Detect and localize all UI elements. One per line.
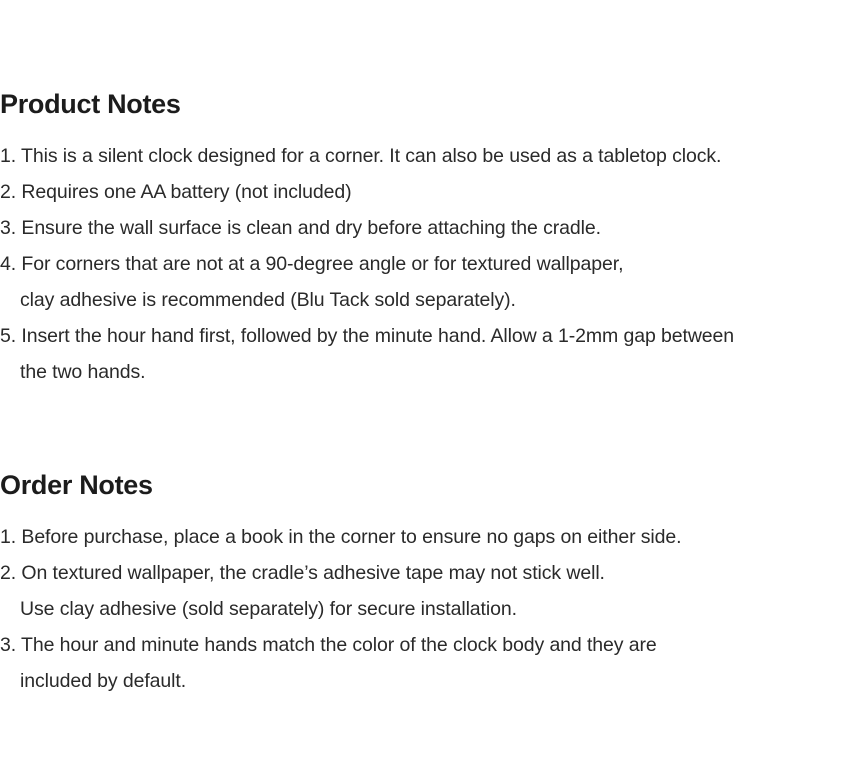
product-notes-section xyxy=(0,87,850,390)
list-item xyxy=(0,138,850,174)
list-item xyxy=(0,555,850,627)
item-number: 1. xyxy=(0,145,17,167)
item-number: 1. xyxy=(0,526,17,548)
item-number: 3. xyxy=(0,217,17,239)
item-text-continued: clay adhesive is recommended (Blu Tack sold separately). xyxy=(20,289,516,311)
list-item xyxy=(0,318,850,390)
item-text-continued: Use clay adhesive (sold separately) for secure installation. xyxy=(20,598,517,620)
item-text: For corners that are not at a 90-degree angle or for textured wallpaper, xyxy=(21,253,624,275)
item-number: 2. xyxy=(0,181,17,203)
list-item xyxy=(0,174,850,210)
order-notes-heading: Order Notes xyxy=(0,470,153,500)
list-item xyxy=(0,519,850,555)
item-text: On textured wallpaper, the cradle’s adhesive tape may not stick well. xyxy=(21,562,605,584)
item-text: Requires one AA battery (not included) xyxy=(21,181,352,203)
item-number: 4. xyxy=(0,253,17,275)
item-number: 2. xyxy=(0,562,17,584)
product-notes-heading: Product Notes xyxy=(0,89,181,119)
item-text: Before purchase, place a book in the corner to ensure no gaps on either side. xyxy=(21,526,682,548)
product-notes-list xyxy=(0,138,850,390)
item-text: This is a silent clock designed for a corner. It can also be used as a tabletop clock. xyxy=(21,145,722,167)
item-text: Insert the hour hand first, followed by the minute hand. Allow a 1-2mm gap between xyxy=(21,325,735,347)
item-text-continued: the two hands. xyxy=(20,361,146,383)
list-item xyxy=(0,246,850,318)
order-notes-list xyxy=(0,519,850,699)
item-number: 3. xyxy=(0,634,17,656)
list-item xyxy=(0,627,850,699)
item-text: The hour and minute hands match the color of the clock body and they are xyxy=(21,634,657,656)
order-notes-section xyxy=(0,468,850,699)
item-text-continued: included by default. xyxy=(20,670,187,692)
list-item xyxy=(0,210,850,246)
item-number: 5. xyxy=(0,325,17,347)
item-text: Ensure the wall surface is clean and dry before attaching the cradle. xyxy=(21,217,601,239)
